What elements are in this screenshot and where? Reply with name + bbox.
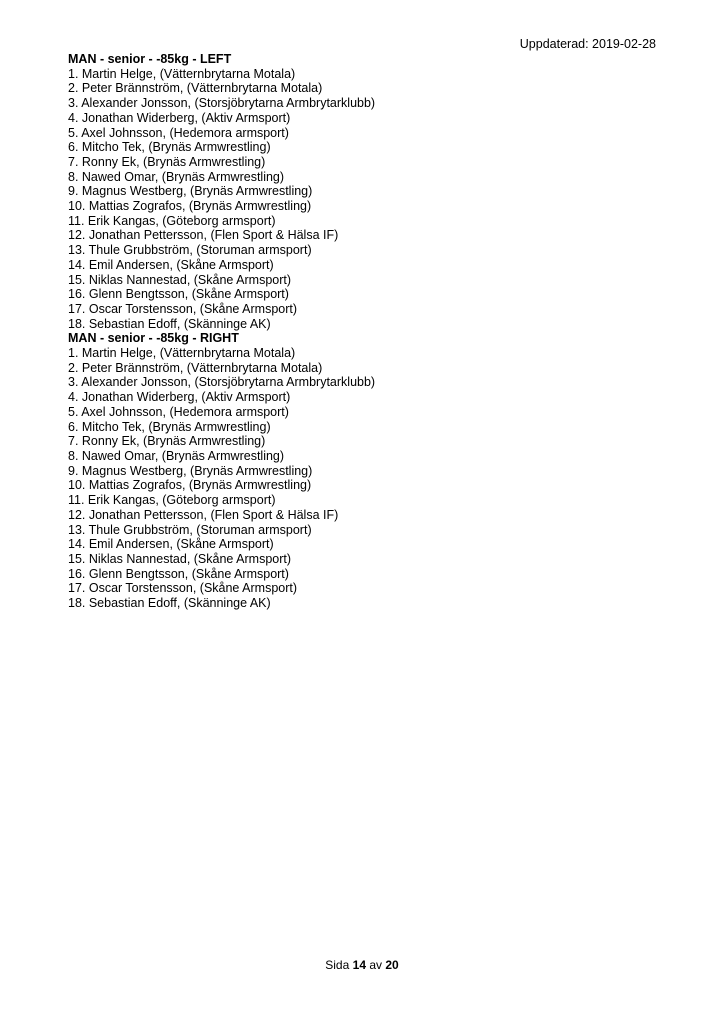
list-item: 12. Jonathan Pettersson, (Flen Sport & Hälsa IF): [68, 507, 339, 522]
list-item: 10. Mattias Zografos, (Brynäs Armwrestling): [68, 478, 312, 493]
list-item: 2. Peter Brännström, (Vätternbrytarna Motala): [68, 360, 323, 375]
list-item: 15. Niklas Nannestad, (Skåne Armsport): [68, 551, 292, 566]
list-item: 13. Thule Grubbström, (Storuman armsport): [68, 522, 312, 537]
list-item: 14. Emil Andersen, (Skåne Armsport): [68, 257, 274, 272]
list-item: 18. Sebastian Edoff, (Skänninge AK): [68, 596, 271, 611]
list-item: 8. Nawed Omar, (Brynäs Armwrestling): [68, 169, 285, 184]
list-item: 7. Ronny Ek, (Brynäs Armwrestling): [68, 434, 266, 449]
page-separator: av: [369, 958, 383, 972]
list-item: 16. Glenn Bengtsson, (Skåne Armsport): [68, 566, 289, 581]
list-item: 5. Axel Johnsson, (Hedemora armsport): [68, 125, 289, 140]
list-item: 11. Erik Kangas, (Göteborg armsport): [68, 213, 276, 228]
list-item: 14. Emil Andersen, (Skåne Armsport): [68, 537, 274, 552]
list-item: 4. Jonathan Widerberg, (Aktiv Armsport): [68, 110, 291, 125]
list-item: 9. Magnus Westberg, (Brynäs Armwrestling): [68, 184, 313, 199]
list-item: 2. Peter Brännström, (Vätternbrytarna Motala): [68, 81, 323, 96]
list-item: 9. Magnus Westberg, (Brynäs Armwrestling): [68, 463, 313, 478]
list-item: 3. Alexander Jonsson, (Storsjöbrytarna Armbrytarklubb): [68, 375, 376, 390]
list-item: 17. Oscar Torstensson, (Skåne Armsport): [68, 581, 298, 596]
list-item: 13. Thule Grubbström, (Storuman armsport): [68, 243, 312, 258]
section-right: [68, 331, 668, 610]
list-item: 6. Mitcho Tek, (Brynäs Armwrestling): [68, 140, 271, 155]
list-items: [68, 346, 668, 611]
section-title: MAN - senior - -85kg - LEFT: [68, 52, 232, 66]
list-item: 4. Jonathan Widerberg, (Aktiv Armsport): [68, 390, 291, 405]
list-item: 17. Oscar Torstensson, (Skåne Armsport): [68, 301, 298, 316]
page-label: Sida: [325, 958, 350, 972]
section-title: MAN - senior - -85kg - RIGHT: [68, 331, 239, 346]
results-list: [68, 52, 668, 611]
list-item: 5. Axel Johnsson, (Hedemora armsport): [68, 404, 289, 419]
list-item: 15. Niklas Nannestad, (Skåne Armsport): [68, 272, 292, 287]
list-item: 3. Alexander Jonsson, (Storsjöbrytarna Armbrytarklubb): [68, 96, 376, 111]
current-page: 14: [352, 958, 366, 972]
list-item: 16. Glenn Bengtsson, (Skåne Armsport): [68, 287, 289, 302]
list-item: 1. Martin Helge, (Vätternbrytarna Motala): [68, 66, 296, 81]
list-item: 10. Mattias Zografos, (Brynäs Armwrestling): [68, 199, 312, 214]
list-item: 7. Ronny Ek, (Brynäs Armwrestling): [68, 154, 266, 169]
list-item: 1. Martin Helge, (Vätternbrytarna Motala): [68, 346, 296, 361]
page-number: [0, 958, 724, 973]
list-item: 18. Sebastian Edoff, (Skänninge AK): [68, 316, 271, 331]
list-item: 11. Erik Kangas, (Göteborg armsport): [68, 493, 276, 508]
list-item: 6. Mitcho Tek, (Brynäs Armwrestling): [68, 419, 271, 434]
section-left: [68, 52, 668, 331]
list-items: [68, 67, 668, 332]
total-pages: 20: [385, 958, 399, 972]
updated-date: Uppdaterad: 2019-02-28: [519, 37, 656, 51]
list-item: 12. Jonathan Pettersson, (Flen Sport & Hälsa IF): [68, 228, 339, 243]
list-item: 8. Nawed Omar, (Brynäs Armwrestling): [68, 448, 285, 463]
